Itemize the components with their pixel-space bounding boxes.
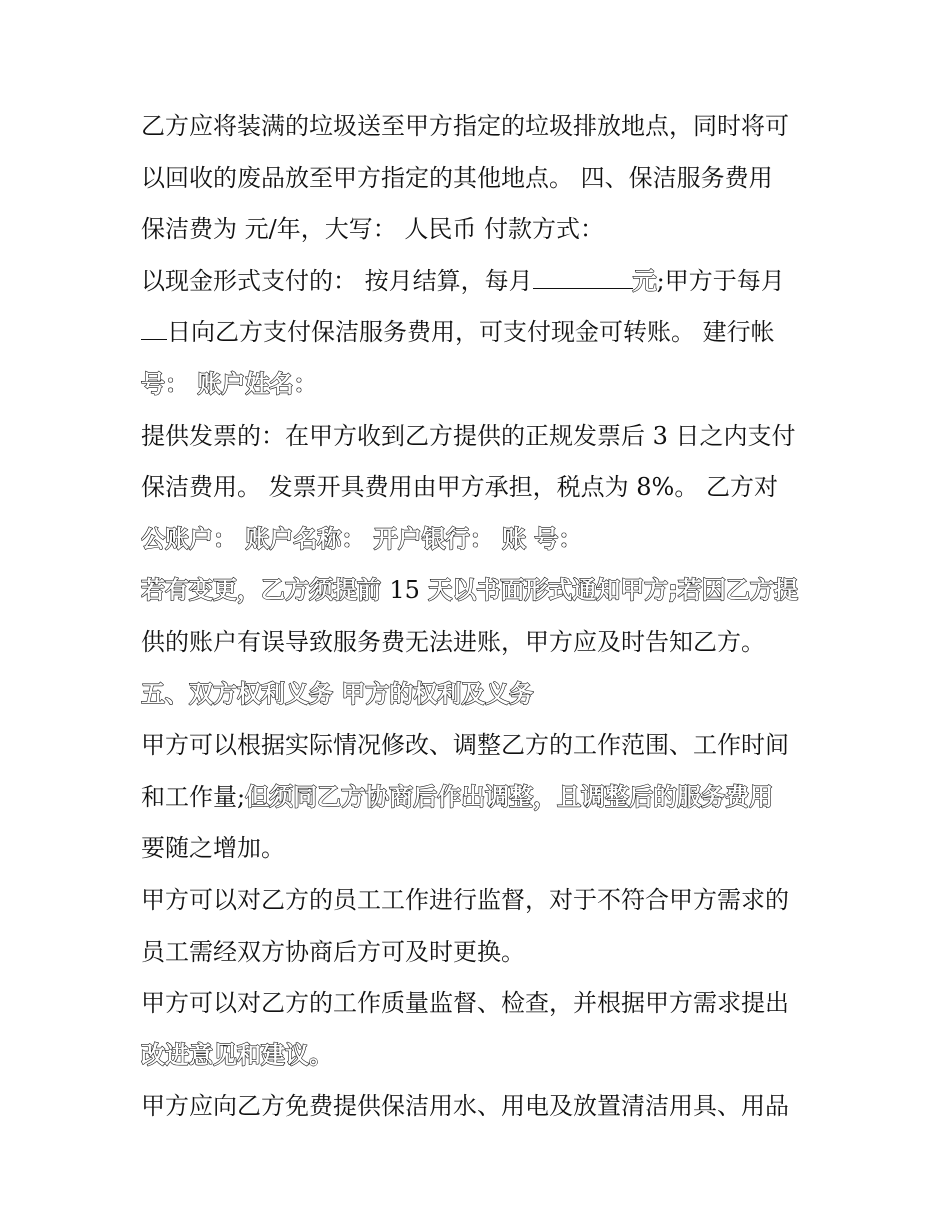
- text-line: [141, 359, 821, 411]
- text-line: [141, 565, 821, 617]
- text-line: [141, 823, 821, 875]
- text-line: [141, 1081, 821, 1133]
- text-line: [141, 772, 821, 824]
- text-segment: 日向乙方支付保洁服务费用，可支付现金可转账。 建行帐: [167, 318, 775, 347]
- text-segment: 甲方可以根据实际情况修改、调整乙方的工作范围、工作时间: [141, 731, 789, 760]
- fill-in-blank: [533, 266, 633, 289]
- text-segment: 保洁费为 元/年，大写： 人民币 付款方式：: [141, 215, 604, 244]
- text-line: [141, 875, 821, 927]
- text-line: [141, 514, 821, 566]
- outlined-text-segment: 公账户： 账户名称： 开户银行： 账 号：: [141, 524, 583, 553]
- text-segment: 保洁费用。 发票开具费用由甲方承担，税点为 8%。 乙方对: [141, 473, 778, 502]
- text-segment: 以现金形式支付的： 按月结算，每月: [141, 266, 533, 295]
- text-segment: 乙方应将装满的垃圾送至甲方指定的垃圾排放地点，同时将可: [141, 112, 789, 140]
- outlined-text-segment: 元: [632, 266, 657, 295]
- text-segment: 供的账户有误导致服务费无法进账，甲方应及时告知乙方。: [141, 627, 765, 656]
- text-line: [141, 307, 821, 359]
- text-line: [141, 978, 821, 1030]
- text-segment: 甲方应向乙方免费提供保洁用水、用电及放置清洁用具、用品: [141, 1092, 789, 1121]
- text-segment: 要随之增加。: [141, 834, 285, 863]
- text-line: [141, 669, 821, 721]
- text-line: [141, 462, 821, 514]
- text-segment: 甲方可以对乙方的工作质量监督、检查，并根据甲方需求提出: [141, 989, 789, 1018]
- text-segment: ;甲方于每月: [656, 266, 785, 295]
- text-line: [141, 411, 821, 463]
- fill-in-blank: [141, 317, 167, 340]
- text-line: [141, 720, 821, 772]
- text-line: [141, 153, 821, 205]
- text-segment: 甲方可以对乙方的员工工作进行监督，对于不符合甲方需求的: [141, 885, 789, 914]
- outlined-text-segment: 但须同乙方协商后作出调整，且调整后的服务费用: [245, 782, 774, 811]
- document-body: [141, 101, 821, 1133]
- outlined-text-segment: 五、双方权利义务 甲方的权利及义务: [141, 679, 534, 708]
- text-line: [141, 927, 821, 979]
- text-line: [141, 617, 821, 669]
- text-segment: 员工需经双方协商后方可及时更换。: [141, 937, 525, 966]
- text-segment: 以回收的废品放至甲方指定的其他地点。 四、保洁服务费用: [141, 163, 773, 192]
- text-segment: 提供发票的：在甲方收到乙方提供的正规发票后 3 日之内支付: [141, 421, 796, 450]
- text-line: [141, 101, 821, 153]
- text-segment: 15: [389, 576, 420, 605]
- text-segment: 和工作量;: [141, 782, 246, 811]
- outlined-text-segment: 若有变更，乙方须提前: [141, 576, 390, 605]
- outlined-text-segment: 号： 账户姓名：: [141, 369, 318, 398]
- outlined-text-segment: 天以书面形式通知甲方;若因乙方提: [419, 576, 798, 605]
- text-line: [141, 1030, 821, 1082]
- text-line: [141, 204, 821, 256]
- outlined-text-segment: 改进意见和建议。: [141, 1040, 333, 1069]
- text-line: [141, 256, 821, 308]
